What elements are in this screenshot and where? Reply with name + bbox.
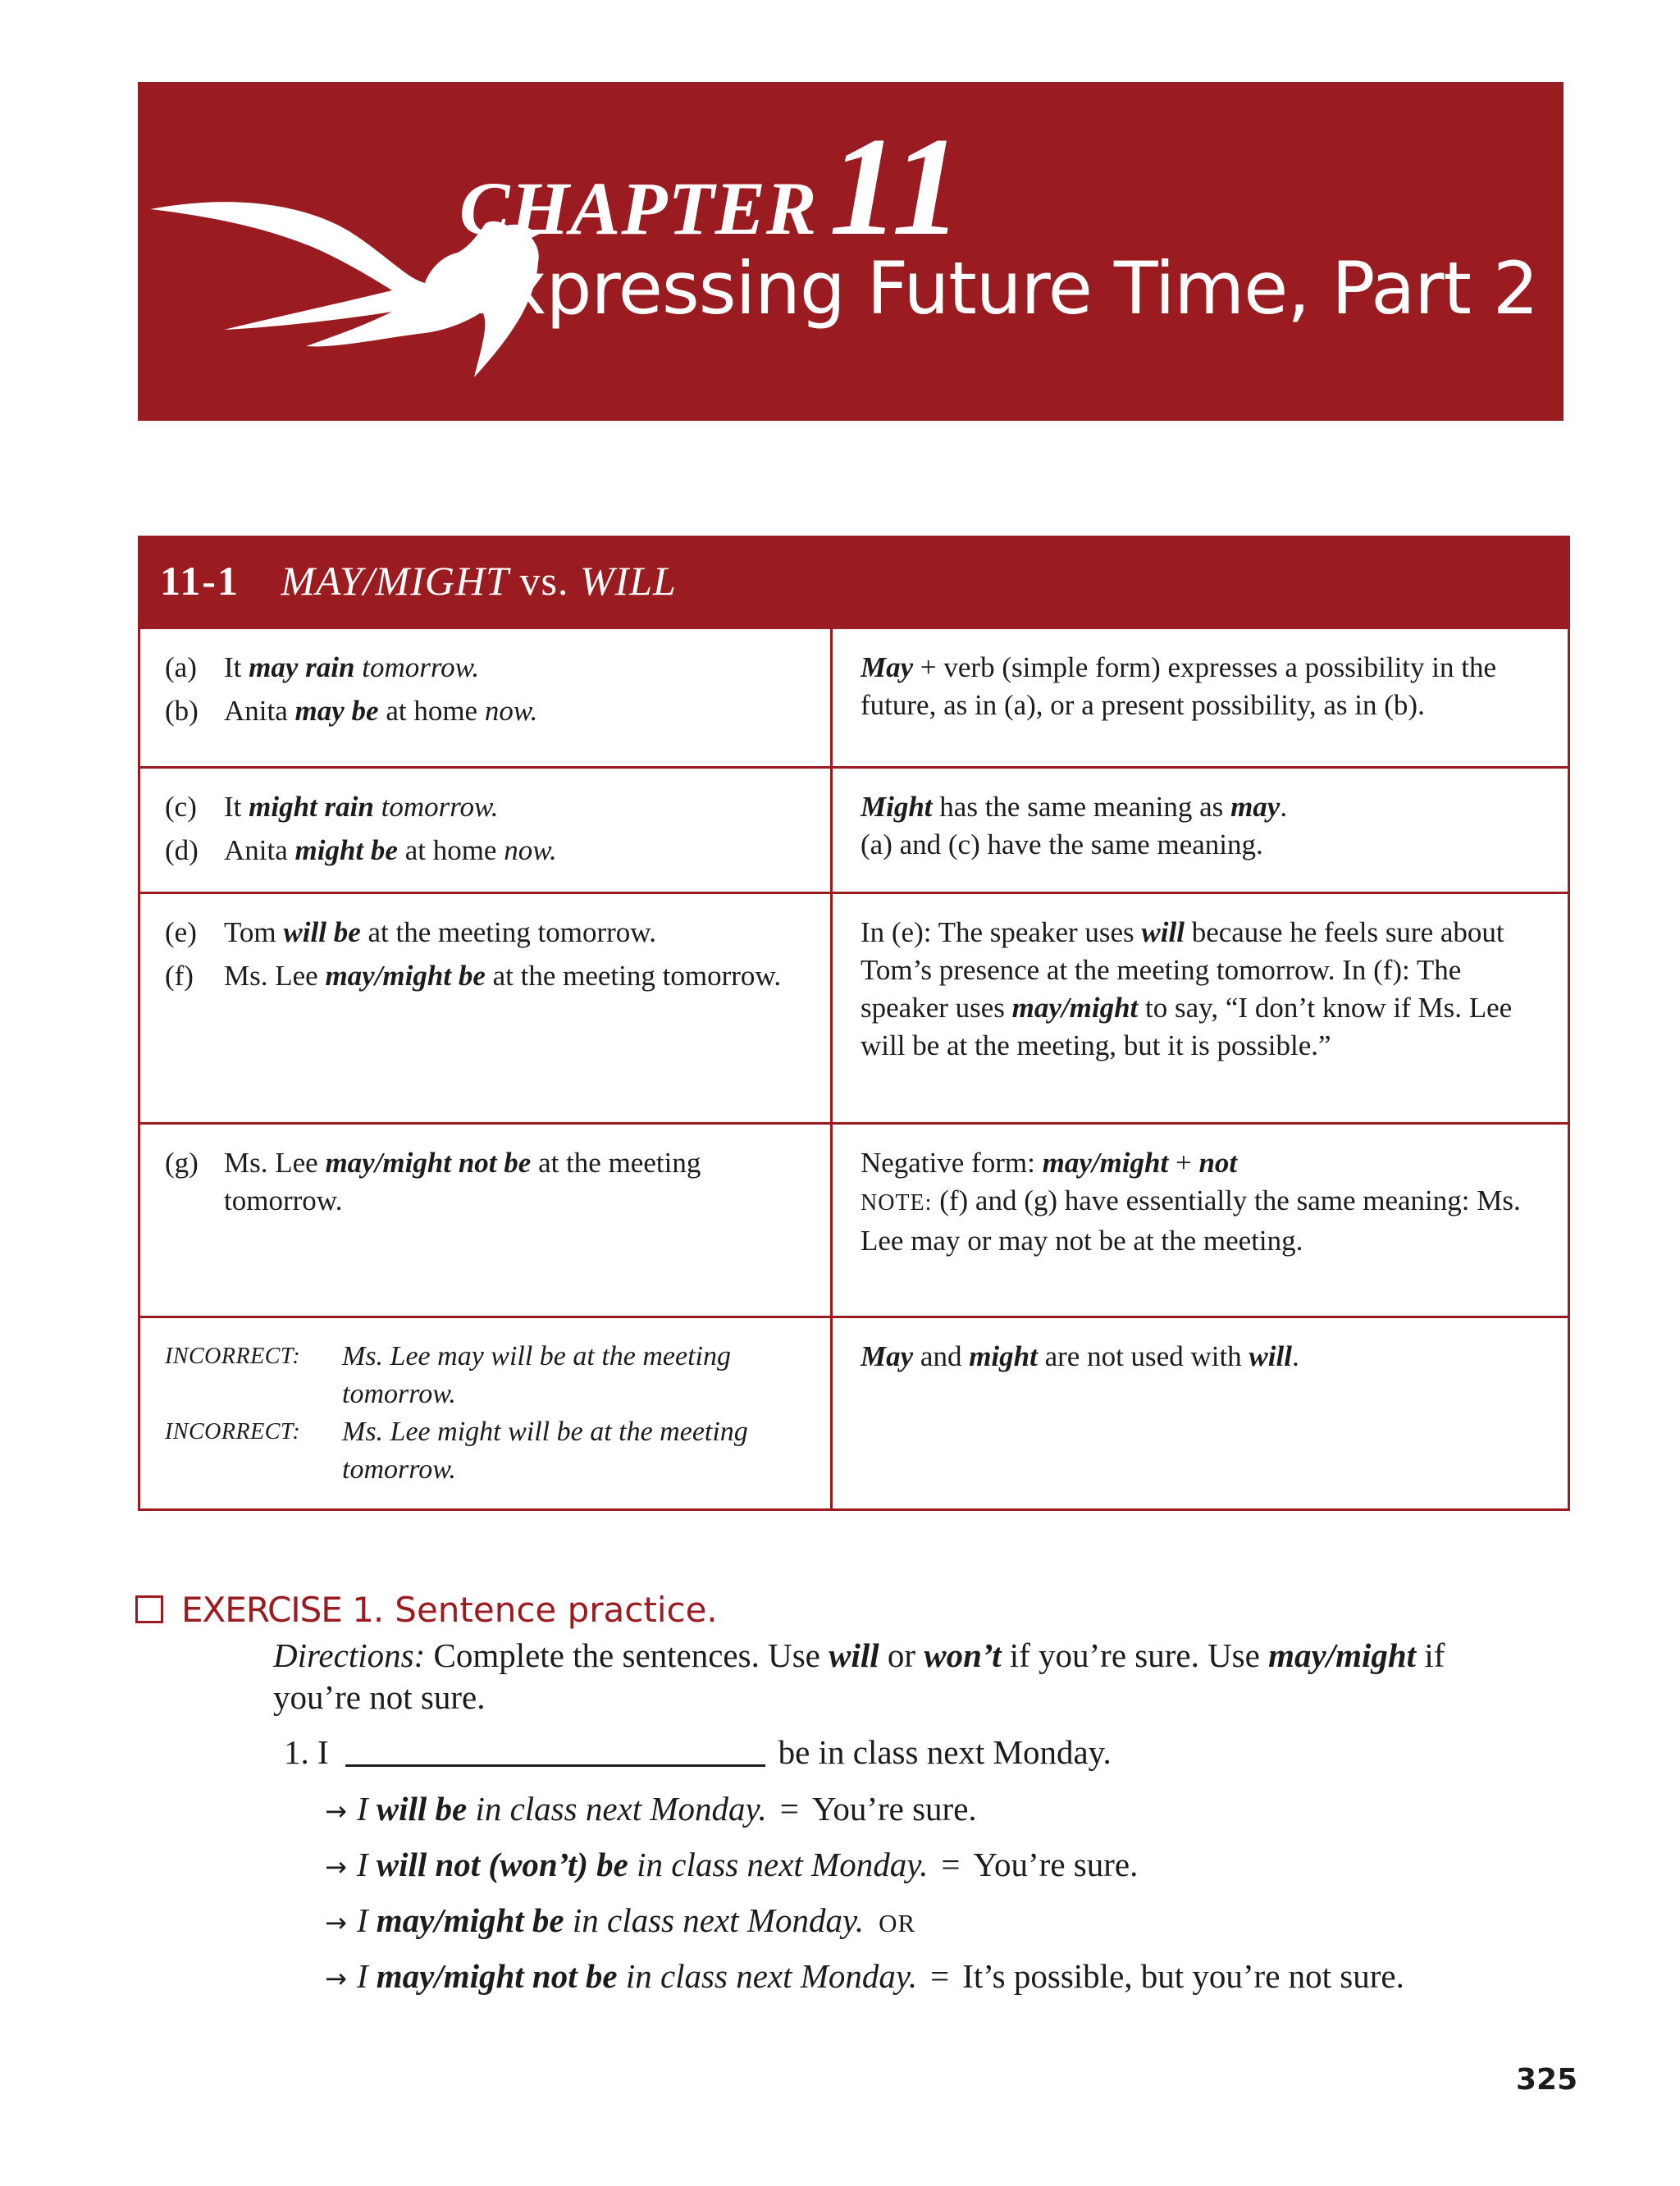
- chart-explanation: [833, 1125, 1568, 1316]
- text-bold: may/might: [1042, 1147, 1169, 1179]
- chart-explanation: [833, 769, 1568, 892]
- text-bold: might rain: [249, 791, 374, 823]
- arrow-icon: →: [325, 1796, 347, 1827]
- text-italic: tomorrow.: [373, 791, 499, 823]
- example-e: [165, 914, 814, 952]
- text-bold: May: [861, 1340, 914, 1372]
- arrow-icon: →: [325, 1907, 347, 1938]
- text-bold: not: [1198, 1147, 1238, 1179]
- text: Anita: [224, 695, 295, 727]
- text: +: [1168, 1147, 1199, 1179]
- text-bold: may/might be: [376, 1901, 564, 1939]
- chapter-title: Expressing Future Time, Part 2: [459, 246, 1538, 331]
- text-bold: will: [1141, 916, 1185, 948]
- text: In (e): The speaker uses: [861, 916, 1142, 948]
- text-italic: in class next Monday.: [564, 1901, 865, 1939]
- example-g: [165, 1144, 814, 1220]
- text: Complete the sentences. Use: [425, 1636, 829, 1674]
- item-number: 1.: [284, 1733, 309, 1771]
- checkbox-icon: [135, 1595, 163, 1623]
- example-b: [165, 692, 814, 730]
- text: It: [224, 791, 249, 823]
- chart-examples: [140, 1125, 833, 1316]
- arrow-icon: →: [325, 1851, 347, 1883]
- text-italic: in class next Monday.: [617, 1957, 918, 1995]
- text: Anita: [224, 834, 295, 866]
- text-bold: may/might be: [325, 960, 486, 992]
- incorrect-example: [165, 1413, 814, 1489]
- text-bold: will not (won’t) be: [376, 1846, 628, 1883]
- text: at home: [397, 834, 504, 866]
- answer-note: You’re sure.: [973, 1846, 1139, 1883]
- answer-note: You’re sure.: [811, 1790, 977, 1828]
- chart-header: [140, 536, 1568, 627]
- chapter-number: 11: [829, 109, 962, 265]
- text-italic: in class next Monday.: [467, 1790, 767, 1828]
- example-label: (b): [165, 695, 199, 727]
- equals-sign: =: [930, 1957, 950, 1995]
- text: + verb (simple form) expresses a possibility in the future, as in (a), or a present possibility, as in (b).: [861, 651, 1497, 721]
- text: if you’re sure. Use: [1001, 1636, 1269, 1674]
- example-label: (d): [165, 834, 199, 866]
- section-title: [281, 558, 676, 604]
- exercise-number: EXERCISE 1.: [181, 1590, 384, 1630]
- exercise-title: Sentence practice.: [395, 1590, 718, 1630]
- text: or: [879, 1636, 924, 1674]
- chart-row: [140, 1122, 1568, 1316]
- text-italic: I: [356, 1846, 377, 1883]
- chart-examples: [140, 894, 833, 1122]
- chart-row: [140, 627, 1568, 766]
- text: .: [1291, 1340, 1299, 1372]
- text-bold: may: [1230, 791, 1281, 823]
- answer-blank[interactable]: [345, 1764, 765, 1767]
- text-bold: will be: [283, 916, 361, 948]
- exercise-directions: [273, 1635, 1504, 1718]
- answer-note: It’s possible, but you’re not sure.: [962, 1957, 1404, 1995]
- example-text: [224, 649, 814, 687]
- example-text: [224, 1144, 814, 1220]
- example-text: [224, 957, 814, 995]
- example-text: [224, 788, 814, 826]
- text-bold: may/might not be: [376, 1957, 618, 1995]
- section-title-vs: vs.: [519, 558, 569, 604]
- text: (f) and (g) have essentially the same meaning: Ms. Lee may or may not be at the meeting.: [861, 1184, 1521, 1257]
- example-text: [224, 832, 814, 869]
- text-bold: might be: [294, 834, 398, 866]
- text: because he feels sure about Tom’s presence at the meeting tomorrow. In (f): The speaker uses: [861, 916, 1504, 1024]
- chart-row: [140, 892, 1568, 1122]
- text: (a) and (c) have the same meaning.: [861, 828, 1263, 860]
- text-italic: I: [356, 1790, 377, 1828]
- grammar-chart: [138, 536, 1570, 1511]
- sample-answer: [325, 1845, 1138, 1884]
- text-bold: may/might: [1011, 992, 1139, 1024]
- text-italic: now.: [484, 695, 538, 727]
- or-label: OR: [879, 1909, 916, 1937]
- chapter-banner: [138, 82, 1564, 421]
- text-italic: in class next Monday.: [628, 1846, 929, 1883]
- item-text: I: [317, 1733, 329, 1771]
- chart-explanation: [833, 629, 1568, 766]
- chart-examples: [140, 629, 833, 766]
- equals-sign: =: [779, 1790, 799, 1828]
- exercise-heading: [135, 1590, 718, 1630]
- incorrect-text: Ms. Lee might will be at the meeting tomorrow.: [342, 1417, 748, 1485]
- chart-row: [140, 766, 1568, 892]
- section-title-a: MAY/MIGHT: [281, 558, 509, 604]
- text: to say, “I don’t know if Ms. Lee will be at the meeting, but it is possible.”: [861, 992, 1513, 1061]
- text-bold: Might: [861, 791, 933, 823]
- text: Tom: [224, 916, 284, 948]
- text-bold: may be: [294, 695, 379, 727]
- incorrect-label: INCORRECT:: [165, 1344, 301, 1369]
- example-label: (f): [165, 960, 194, 992]
- section-title-b: WILL: [579, 558, 677, 604]
- example-label: (g): [165, 1147, 199, 1179]
- example-d: [165, 832, 814, 869]
- text: Ms. Lee: [224, 1147, 326, 1179]
- example-c: [165, 788, 814, 826]
- item-text: be in class next Monday.: [778, 1733, 1112, 1771]
- incorrect-label: INCORRECT:: [165, 1419, 301, 1444]
- text: It: [224, 651, 249, 683]
- example-label: (c): [165, 791, 197, 823]
- text-bold: may/might not be: [325, 1147, 532, 1179]
- example-a: [165, 649, 814, 687]
- text-bold: will: [1249, 1340, 1292, 1372]
- sample-answer: [325, 1901, 915, 1940]
- exercise-item: [284, 1732, 1112, 1772]
- text-italic: I: [356, 1957, 377, 1995]
- example-text: [224, 692, 814, 730]
- text-italic: I: [356, 1901, 377, 1939]
- text-italic: tomorrow.: [354, 651, 480, 683]
- chart-explanation: [833, 1318, 1568, 1508]
- text: .: [1280, 791, 1288, 823]
- sample-answer: [325, 1956, 1404, 1996]
- text-bold: May: [861, 651, 914, 683]
- text: at the meeting tomorrow.: [360, 916, 657, 948]
- text: Negative form:: [861, 1147, 1043, 1179]
- text: at home: [378, 695, 485, 727]
- text: at the meeting tomorrow.: [224, 1147, 701, 1216]
- chart-row: [140, 1316, 1568, 1508]
- text-bold: will be: [376, 1790, 468, 1828]
- text-bold: won’t: [924, 1636, 1002, 1674]
- text-italic: now.: [504, 834, 557, 866]
- chapter-label: CHAPTER: [459, 167, 818, 250]
- text: and: [913, 1340, 970, 1372]
- chart-examples: [140, 769, 833, 892]
- sample-answer: [325, 1789, 977, 1828]
- text-bold: may/might: [1268, 1636, 1417, 1674]
- section-number: 11-1: [160, 558, 240, 604]
- page-number: 325: [1516, 2063, 1578, 2097]
- example-text: [224, 914, 814, 952]
- incorrect-example: [165, 1338, 814, 1413]
- text-bold: may rain: [249, 651, 355, 683]
- incorrect-text: Ms. Lee may will be at the meeting tomorrow.: [342, 1341, 732, 1409]
- chart-explanation: [833, 894, 1568, 1122]
- text: if you’re not sure.: [273, 1636, 1445, 1716]
- directions-label: Directions:: [273, 1636, 426, 1674]
- text: at the meeting tomorrow.: [485, 960, 782, 992]
- note-label: NOTE:: [861, 1190, 933, 1216]
- chapter-heading: [459, 107, 962, 268]
- chart-examples: [140, 1318, 833, 1508]
- example-label: (a): [165, 651, 197, 683]
- text: Ms. Lee: [224, 960, 326, 992]
- arrow-icon: →: [325, 1963, 347, 1994]
- text: are not used with: [1037, 1340, 1249, 1372]
- example-f: [165, 957, 814, 995]
- example-label: (e): [165, 916, 197, 948]
- equals-sign: =: [941, 1846, 961, 1883]
- text: has the same meaning as: [932, 791, 1231, 823]
- text-bold: will: [829, 1636, 879, 1674]
- text-bold: might: [969, 1340, 1038, 1372]
